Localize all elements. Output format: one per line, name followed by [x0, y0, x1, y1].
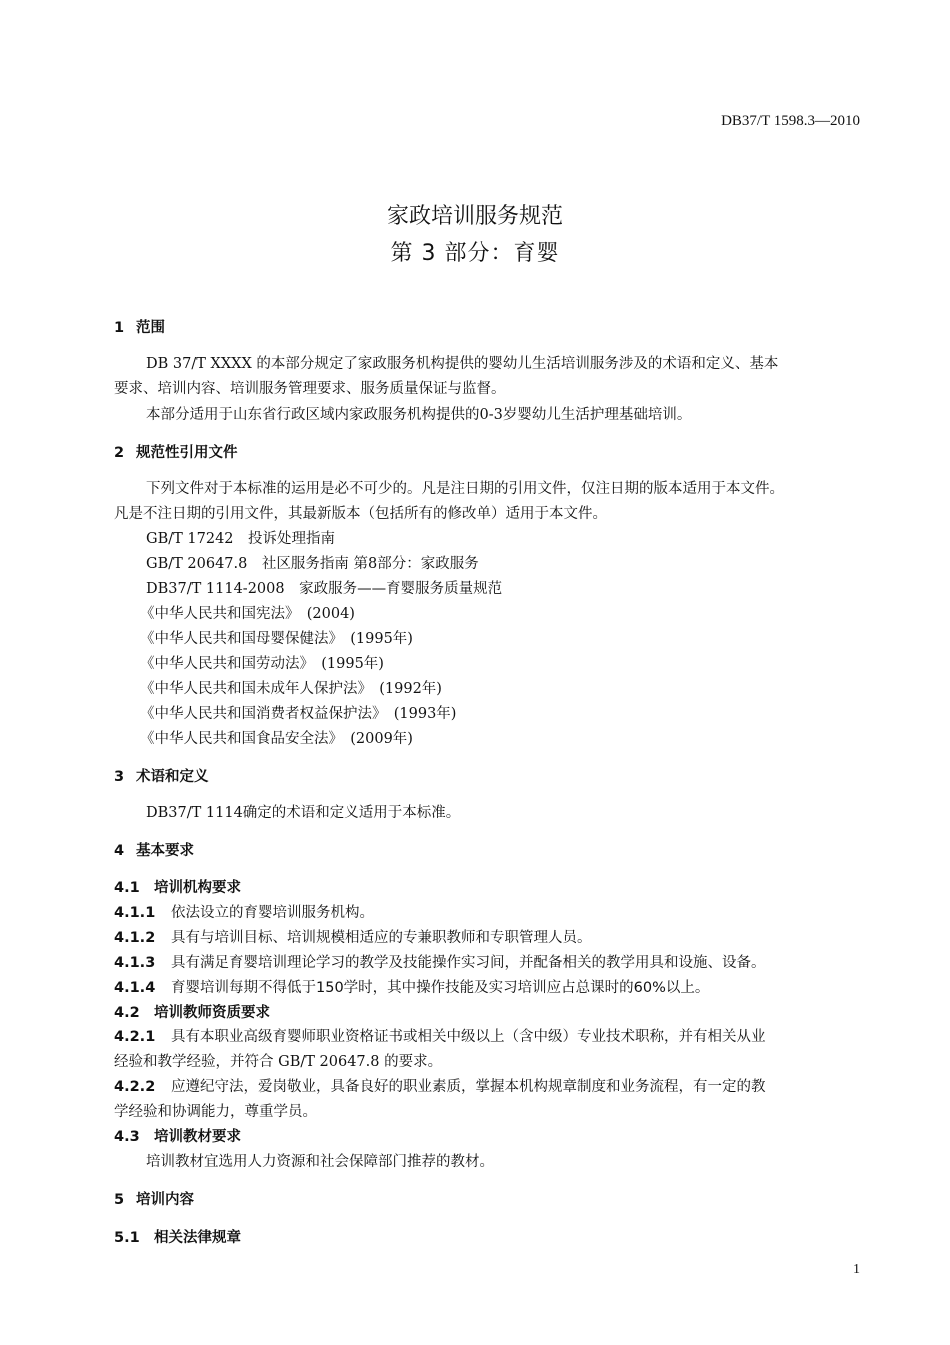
document-code: DB37/T 1598.3—2010: [721, 113, 860, 129]
section-heading-1: [114, 316, 165, 337]
scope-paragraph-1-line-1: DB 37/T XXXX 的本部分规定了家政服务机构提供的婴幼儿生活培训服务涉及的术语和定义、基本: [146, 356, 779, 372]
document-title: 家政培训服务规范: [386, 204, 563, 229]
page-number: 1: [853, 1262, 860, 1277]
reference-item: 《中华人民共和国未成年人保护法》 (1992年): [140, 681, 442, 697]
clause-text: 应遵纪守法，爱岗敬业，具备良好的职业素质，掌握本机构规章制度和业务流程，有一定的教: [171, 1079, 766, 1095]
clause-text: 具有本职业高级育婴师职业资格证书或相关中级以上（含中级）专业技术职称，并有相关从业: [171, 1029, 766, 1045]
subsection-heading-4-3: [114, 1125, 241, 1146]
subsection-heading-5-1: [114, 1226, 241, 1247]
scope-paragraph-1-line-2: 要求、培训内容、培训服务管理要求、服务质量保证与监督。: [114, 381, 506, 397]
reference-item: 《中华人民共和国劳动法》 (1995年): [140, 656, 384, 672]
reference-item: 《中华人民共和国宪法》 (2004): [140, 606, 355, 622]
materials-paragraph: 培训教材宜选用人力资源和社会保障部门推荐的教材。: [146, 1154, 494, 1170]
clause-number: 4.1.2: [114, 930, 156, 946]
references-intro-line-2: 凡是不注日期的引用文件，其最新版本（包括所有的修改单）适用于本文件。: [114, 506, 607, 522]
subsection-title: 培训教师资质要求: [154, 1005, 270, 1021]
section-heading-4: [114, 839, 194, 860]
section-number: 2: [114, 445, 125, 461]
clause-4-1-3: [114, 951, 766, 972]
clause-4-2-2-line-2: 学经验和协调能力，尊重学员。: [114, 1104, 317, 1120]
section-number: 1: [114, 320, 125, 336]
section-heading-5: [114, 1188, 194, 1209]
section-number: 4: [114, 843, 125, 859]
clause-number: 4.1.3: [114, 955, 156, 971]
reference-item: 《中华人民共和国食品安全法》 (2009年): [140, 731, 413, 747]
clause-number: 4.1.4: [114, 980, 156, 996]
reference-item: GB/T 20647.8 社区服务指南 第8部分：家政服务: [146, 556, 479, 572]
section-title: 基本要求: [136, 843, 194, 859]
clause-text: 依法设立的育婴培训服务机构。: [171, 905, 374, 921]
clause-text: 具有满足育婴培训理论学习的教学及技能操作实习间，并配备相关的教学用具和设施、设备。: [171, 955, 766, 971]
section-title: 术语和定义: [136, 769, 209, 785]
clause-4-1-2: [114, 926, 592, 947]
subsection-title: 培训教材要求: [154, 1129, 241, 1145]
section-heading-3: [114, 765, 209, 786]
section-title: 范围: [136, 320, 165, 336]
section-heading-2: [114, 441, 238, 462]
subsection-number: 4.1: [114, 880, 140, 896]
reference-item: 《中华人民共和国母婴保健法》 (1995年): [140, 631, 413, 647]
clause-4-2-1-line-2: 经验和教学经验，并符合 GB/T 20647.8 的要求。: [114, 1054, 443, 1070]
scope-paragraph-2: 本部分适用于山东省行政区域内家政服务机构提供的0-3岁婴幼儿生活护理基础培训。: [146, 407, 692, 423]
clause-number: 4.1.1: [114, 905, 156, 921]
clause-number: 4.2.2: [114, 1079, 156, 1095]
subsection-title: 培训机构要求: [154, 880, 241, 896]
clause-4-2-2-line-1: [114, 1075, 766, 1096]
reference-item: 《中华人民共和国消费者权益保护法》 (1993年): [140, 706, 457, 722]
document-subtitle: 第 3 部分：育婴: [390, 241, 560, 266]
clause-4-1-1: [114, 901, 374, 922]
reference-item: GB/T 17242 投诉处理指南: [146, 531, 336, 547]
subsection-title: 相关法律规章: [154, 1230, 241, 1246]
clause-4-2-1-line-1: [114, 1025, 766, 1046]
reference-item: DB37/T 1114-2008 家政服务——育婴服务质量规范: [146, 581, 503, 597]
section-title: 培训内容: [136, 1192, 194, 1208]
subsection-number: 5.1: [114, 1230, 140, 1246]
section-number: 3: [114, 769, 125, 785]
clause-4-1-4: [114, 976, 709, 997]
subsection-heading-4-2: [114, 1001, 270, 1022]
terms-paragraph: DB37/T 1114确定的术语和定义适用于本标准。: [146, 805, 461, 821]
clause-text: 具有与培训目标、培训规模相适应的专兼职教师和专职管理人员。: [171, 930, 592, 946]
references-intro-line-1: 下列文件对于本标准的运用是必不可少的。凡是注日期的引用文件，仅注日期的版本适用于本文件。: [146, 481, 784, 497]
subsection-number: 4.3: [114, 1129, 140, 1145]
subsection-heading-4-1: [114, 876, 241, 897]
section-title: 规范性引用文件: [136, 445, 238, 461]
subsection-number: 4.2: [114, 1005, 140, 1021]
clause-number: 4.2.1: [114, 1029, 156, 1045]
clause-text: 育婴培训每期不得低于150学时，其中操作技能及实习培训应占总课时的60%以上。: [171, 980, 710, 996]
section-number: 5: [114, 1192, 125, 1208]
